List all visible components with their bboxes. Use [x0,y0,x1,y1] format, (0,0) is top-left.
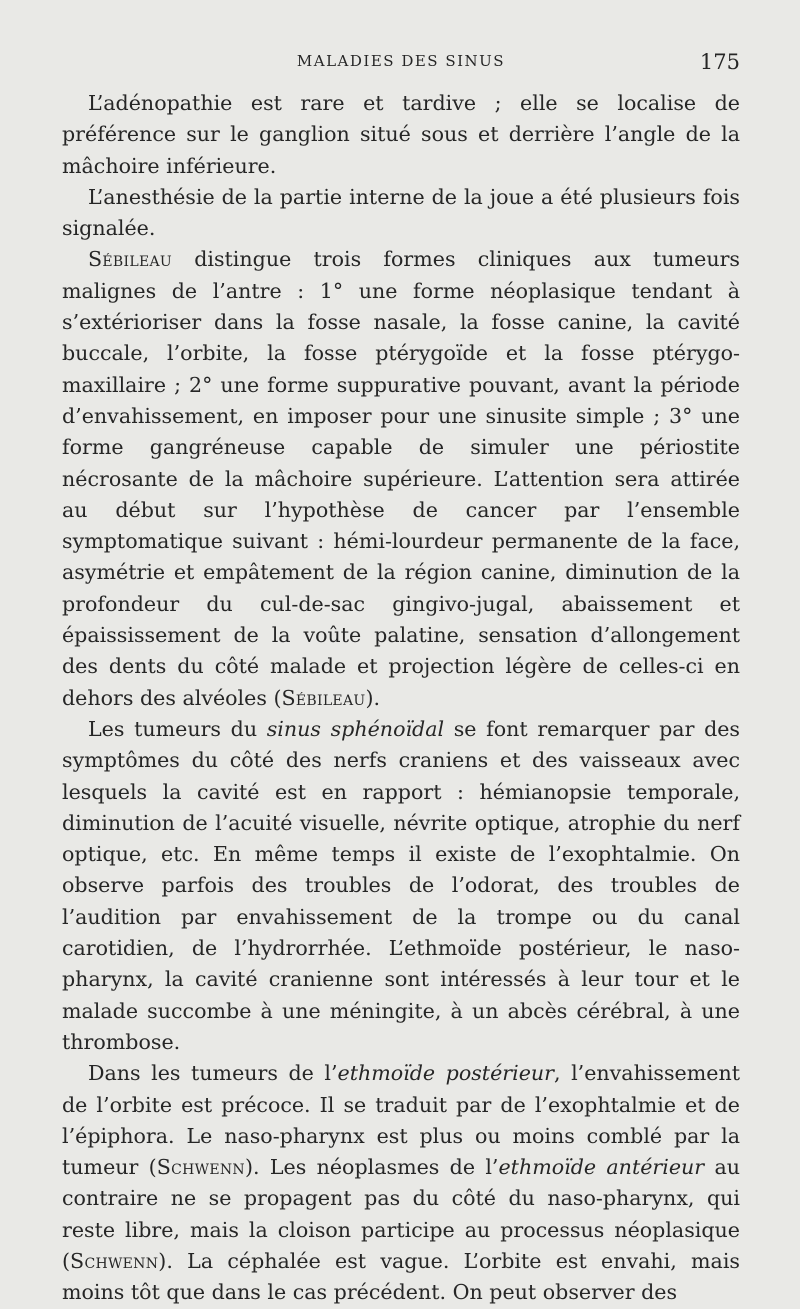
author-name: Schwenn [156,1155,245,1180]
running-title: MALADIES DES SINUS [296,52,506,70]
paragraph-sinus-sphenoidal: Les tumeurs du sinus sphénoïdal se font remarquer par des symptômes du côté des nerfs craniens et des vaisseaux avec lesquels la cavité est en rapport : hémianopsie temporale, diminution de l’acuité visuelle, névrite optique, atrophie du nerf optique, etc. En même temps il existe de l’exophtalmie. On observe parfois des troubles de l’odorat, des troubles de l’audition par envahissement de la trompe ou du canal carotidien, de l’hydrorrhée. L’ethmoïde postérieur, le naso-pharynx, la cavité cranienne sont intéressés à leur tour et le malade succombe à une méningite, à un abcès cérébral, à une thrombose. [62,716,741,1054]
paragraph-ethmoide: Dans les tumeurs de l’ethmoïde postérieur, l’envahissement de l’orbite est précoce. Il se traduit par de l’exophtalmie et de l’épiphora. Le naso-pharynx est plus ou moins comblé par la tumeur (Schwenn). Les néoplasmes de l’ethmoïde antérieur au contraire ne se propagent pas du côté du naso-pharynx, qui reste libre, mais la cloison participe au processus néoplasique (Schwenn). La céphalée est vague. L’orbite est envahi, mais moins tôt que dans le cas précédent. On peut observer des [62,1061,740,1305]
author-name: Schwenn [70,1248,159,1273]
author-name: Sébileau [281,685,366,710]
italic-term: ethmoïde postérieur [337,1061,554,1086]
italic-term: ethmoïde antérieur [498,1155,705,1180]
author-name: Sébileau [88,247,172,272]
paragraph-adenopathie: L’adénopathie est rare et tardive ; elle se localise de préférence sur le ganglion situé sous et derrière l’angle de la mâchoire inférieure. [62,91,740,178]
body-text [62,88,740,1309]
page-number: 175 [699,50,740,74]
paragraph-sebileau: Sébileau distingue trois formes cliniques aux tumeurs malignes de l’antre : 1° une forme néoplasique tendant à s’extérioriser dans la fosse nasale, la fosse canine, la cavité buccale, l’orbite, la fosse ptérygoïde et la fosse ptérygo-maxillaire ; 2° une forme suppurative pouvant, avant la période d’envahissement, en imposer pour une sinusite simple ; 3° une forme gangréneuse capable de simuler une périostite nécrosante de la mâchoire supérieure. L’attention sera attirée au début sur l’hypothèse de cancer par l’ensemble symptomatique suivant : hémi-lourdeur permanente de la face, asymétrie et empâtement de la région canine, diminution de la profondeur du cul-de-sac gingivo-jugal, abaissement et épaississement de la voûte palatine, sensation d’allongement des dents du côté malade et projection légère de celles-ci en dehors des alvéoles (Sébileau). [62,247,740,710]
paragraph-anesthesie: L’anesthésie de la partie interne de la joue a été plusieurs fois signalée. [62,184,740,241]
italic-term: sinus sphénoïdal [266,716,445,741]
running-head [62,50,740,74]
